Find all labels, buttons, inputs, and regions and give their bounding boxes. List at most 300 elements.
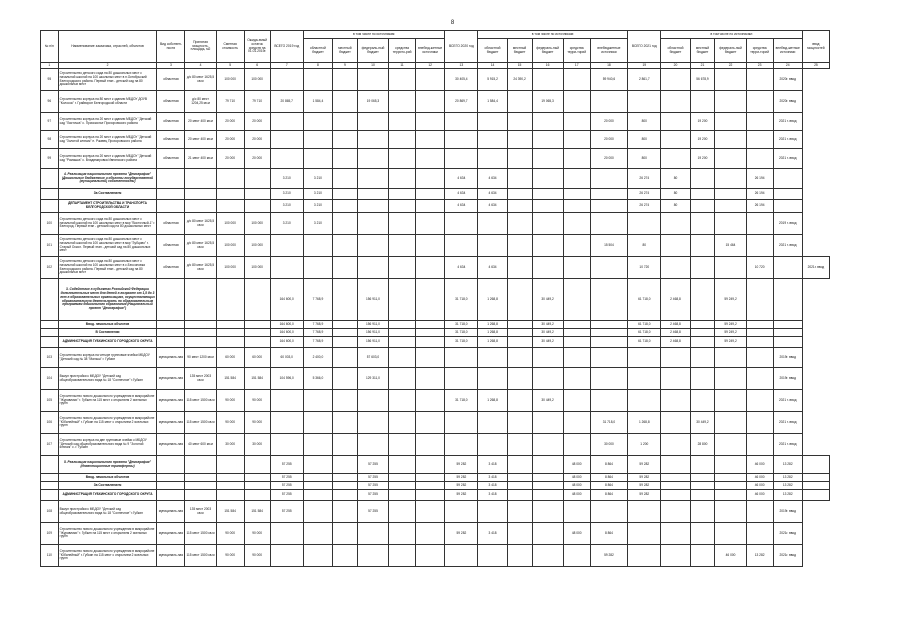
column-number: 20 [661,63,690,69]
value-cell [216,279,244,321]
value-cell: 800 [628,149,661,169]
value-cell [563,321,590,329]
value-cell [185,169,216,189]
value-cell: 57 255 [357,456,388,474]
value-cell [507,412,532,434]
value-cell [507,523,532,545]
value-cell [357,390,388,412]
value-cell [746,337,773,348]
value-cell [416,337,445,348]
value-cell: 2020г. ввод [773,69,802,91]
header-source: федераль-ный бюджет [357,39,388,63]
value-cell [690,213,715,235]
value-cell: 90 000 [244,523,270,545]
value-cell [389,279,416,321]
object-name-cell: ДЕПАРТАМЕНТ СТРОИТЕЛЬСТВА И ТРАНСПОРТА БЕЛГОРОДСКОЙ ОБЛАСТИ [58,200,157,213]
value-cell: 60 003,0 [270,348,303,368]
value-cell [389,501,416,523]
value-cell [357,113,388,131]
value-cell: 48 000 [563,474,590,482]
value-cell [507,321,532,329]
value-cell: 2 468,8 [661,337,690,348]
value-cell: 21 мест 400 кв.м [185,149,216,169]
value-cell [746,412,773,434]
header-total-2019: ВСЕГО 2019 год [270,31,303,63]
value-cell: 48 000 [563,482,590,490]
value-cell [303,257,332,279]
value-cell [332,149,357,169]
value-cell [532,474,563,482]
value-cell: 164 600,0 [270,321,303,329]
value-cell [507,390,532,412]
value-cell [157,189,185,200]
value-cell: муниципаль-ная [157,545,185,567]
value-cell [478,412,507,434]
value-cell: 61 718,0 [628,337,661,348]
value-cell: 46 000 [746,474,773,482]
value-cell: 59 940,6 [590,69,627,91]
object-name-cell: 3. Содействие в субъектах Российской Федерации дополнительных мест для детей в возрасте от 1,5 до 3 лет в образовательных организациях, осуществляющих образовательную деятельность по образовательным программам дошкольного образования (Национальный проект "Демография") [58,279,157,321]
value-cell [478,545,507,567]
column-number: 23 [746,63,773,69]
value-cell [357,189,388,200]
value-cell [690,482,715,490]
value-cell: 28 800 [690,434,715,456]
value-cell [332,523,357,545]
object-name-cell: Строительство корпуса на 20 мест к зданию МБДОУ "Детский сад "Ласточка" с. Приосколье Прохоровского района [58,113,157,131]
value-cell: 30 405,4 [445,69,478,91]
object-name-cell: Выкуп пристройки к МБДОУ "Детский сад общеобразовательного вида № 18 "Солнечное" г.Губкин [58,368,157,390]
value-cell: 31 718,0 [590,412,627,434]
value-cell [507,482,532,490]
value-cell [661,474,690,482]
value-cell [357,69,388,91]
value-cell [661,482,690,490]
value-cell: 3 418 [478,474,507,482]
value-cell: д/с 80 мест 1625,5 кв.м [185,213,216,235]
value-cell [802,456,829,474]
value-cell: 1 268,8 [478,337,507,348]
value-cell [690,490,715,501]
header-source: федераль-ный бюджет [532,39,563,63]
column-number: 4 [185,63,216,69]
value-cell [303,390,332,412]
value-cell [185,337,216,348]
value-cell: 3 210 [270,189,303,200]
value-cell [661,348,690,368]
investment-program-table [40,30,830,567]
value-cell [332,321,357,329]
row-number-cell [41,279,59,321]
value-cell: 57 603,0 [357,348,388,368]
column-number: 11 [389,63,416,69]
value-cell: 2 861,7 [628,69,661,91]
value-cell: 13 282 [773,490,802,501]
value-cell [332,501,357,523]
value-cell [715,501,746,523]
table-row [41,545,830,567]
value-cell [746,348,773,368]
value-cell [157,321,185,329]
value-cell: 13 282 [746,545,773,567]
value-cell [661,69,690,91]
value-cell: 2019г. ввод [773,348,802,368]
value-cell [244,329,270,337]
header-source: местный бюджет [507,39,532,63]
value-cell [590,321,627,329]
value-cell [661,490,690,501]
value-cell: 151 584 [216,501,244,523]
value-cell: 20 000 [590,113,627,131]
value-cell [416,523,445,545]
header-source: средства террито-рий [389,39,416,63]
value-cell: 2 468,8 [661,321,690,329]
value-cell [332,91,357,113]
value-cell: 24 390,2 [507,69,532,91]
value-cell [563,329,590,337]
value-cell [416,189,445,200]
row-number-cell: 109 [41,523,59,545]
object-name-cell: Строительство нового дошкольного учреждения в микрорайоне "Журавлики" г. Губкин на 115 мест с открытием 2 ясельных групп [58,390,157,412]
column-number: 2 [58,63,157,69]
value-cell [270,69,303,91]
value-cell [773,321,802,329]
value-cell [332,337,357,348]
value-cell [332,69,357,91]
value-cell: 2021г. ввод [773,523,802,545]
value-cell [270,412,303,434]
object-name-cell: За Составлением [58,482,157,490]
value-cell: 7 768,9 [303,329,332,337]
value-cell [563,69,590,91]
value-cell [357,131,388,149]
value-cell [389,434,416,456]
header-source: областной бюджет [303,39,332,63]
object-name-cell: За Составлением [58,189,157,200]
value-cell [416,348,445,368]
value-cell [690,235,715,257]
value-cell [357,523,388,545]
row-number-cell: 97 [41,113,59,131]
value-cell: 57 255 [357,474,388,482]
value-cell: 90 000 [244,412,270,434]
value-cell [746,329,773,337]
value-cell [507,368,532,390]
value-cell [445,113,478,131]
value-cell [332,235,357,257]
value-cell [507,113,532,131]
value-cell [563,113,590,131]
value-cell: 2020г. ввод [773,91,802,113]
value-cell [746,321,773,329]
value-cell: 115 мест 1500 кв.м [185,412,216,434]
table-row [41,434,830,456]
value-cell: областная [157,235,185,257]
value-cell [216,329,244,337]
row-number-cell: 98 [41,131,59,149]
value-cell [389,368,416,390]
value-cell: областная [157,213,185,235]
value-cell [416,456,445,474]
header-source: внебюджетные источники [590,39,627,63]
value-cell [661,113,690,131]
value-cell: муниципаль-ная [157,368,185,390]
value-cell: 59 249,2 [715,321,746,329]
subtotal-row [41,200,830,213]
value-cell [661,501,690,523]
value-cell [532,69,563,91]
column-number: 22 [715,63,746,69]
value-cell [661,523,690,545]
value-cell [357,169,388,189]
value-cell [715,490,746,501]
value-cell [303,490,332,501]
table-row [41,113,830,131]
value-cell [389,257,416,279]
object-name-cell: Строительство нового дошкольного учреждения в микрорайоне "Юбилейный" г. Губкин на 115 мест с открытием 2 ясельных групп [58,545,157,567]
value-cell: 59 282 [628,482,661,490]
value-cell: 4 634 [445,257,478,279]
row-number-cell: 108 [41,501,59,523]
value-cell [357,149,388,169]
row-number-cell: 107 [41,434,59,456]
value-cell [690,474,715,482]
value-cell: 20 000 [216,113,244,131]
column-number: 1 [41,63,59,69]
value-cell: 59 249,2 [715,329,746,337]
value-cell: 104 596,0 [270,368,303,390]
value-cell: 31 718,0 [445,337,478,348]
value-cell [416,149,445,169]
value-cell [389,329,416,337]
value-cell [416,131,445,149]
value-cell: 3 418 [478,490,507,501]
value-cell [532,169,563,189]
value-cell [185,490,216,501]
table-row [41,69,830,91]
value-cell: 4 634 [478,257,507,279]
value-cell [532,434,563,456]
value-cell [563,189,590,200]
value-cell: 26 274 [628,189,661,200]
value-cell: 26 194 [746,189,773,200]
value-cell [532,545,563,567]
value-cell [303,113,332,131]
value-cell [507,329,532,337]
value-cell [628,348,661,368]
header-source: областной бюджет [661,39,690,63]
value-cell: 1 268,8 [478,321,507,329]
value-cell [445,434,478,456]
value-cell [303,474,332,482]
value-cell [532,501,563,523]
table-row [41,213,830,235]
value-cell: муниципаль-ная [157,434,185,456]
value-cell [416,482,445,490]
value-cell: 20 000 [590,131,627,149]
value-cell: 57 255 [357,490,388,501]
value-cell: 8 864 [590,490,627,501]
value-cell: 30 449,2 [690,412,715,434]
value-cell [532,257,563,279]
value-cell [746,213,773,235]
row-number-cell: 104 [41,368,59,390]
section-row [41,279,830,321]
value-cell: 60 000 [216,348,244,368]
value-cell: 2019г. ввод [773,368,802,390]
value-cell [303,69,332,91]
value-cell [244,490,270,501]
column-number: 17 [563,63,590,69]
value-cell: 40 мест 600 кв.м [185,434,216,456]
value-cell: областная [157,91,185,113]
object-name-cell: Строительство корпуса на 20 мест к зданию МБДОУ "Детский сад "Ромашка" с. Владимировка Ивнянского района [58,149,157,169]
value-cell [507,279,532,321]
value-cell [216,490,244,501]
value-cell [332,213,357,235]
object-name-cell: Строительство корпуса на 80 мест к зданию МБДОУ ДОУВ "Колосок" г. Грайворон Белгородской области [58,91,157,113]
value-cell [563,412,590,434]
column-number: 8 [303,63,332,69]
value-cell [332,329,357,337]
object-name-cell: Строительство нового дошкольного учреждения в микрорайоне "Юбилейный" г. Губкин на 115 мест с открытием 2 ясельных групп [58,412,157,434]
object-name-cell: Строительство нового дошкольного учреждения в микрорайоне "Журавлики" г. Губкин на 115 мест с открытием 2 ясельных групп [58,523,157,545]
value-cell: 100 000 [244,257,270,279]
value-cell [590,390,627,412]
value-cell: 30 449,2 [532,337,563,348]
column-number: 19 [628,63,661,69]
value-cell: 1 268,8 [478,279,507,321]
value-cell: 8 864 [590,482,627,490]
value-cell [746,434,773,456]
value-cell: 2021 г. ввод [773,412,802,434]
value-cell [507,257,532,279]
value-cell: 80 [661,169,690,189]
value-cell: областная [157,69,185,91]
value-cell: 57 255 [270,490,303,501]
value-cell [416,213,445,235]
value-cell: 151 584 [244,368,270,390]
value-cell [507,91,532,113]
value-cell: 151 584 [216,368,244,390]
value-cell [532,131,563,149]
value-cell [715,213,746,235]
table-row [41,348,830,368]
value-cell [478,113,507,131]
value-cell [270,149,303,169]
header-num: № п/п [41,31,59,63]
column-number: 15 [507,63,532,69]
value-cell: 30 449,2 [532,321,563,329]
value-cell [507,337,532,348]
value-cell [303,545,332,567]
value-cell: 3 418 [478,523,507,545]
value-cell [746,149,773,169]
row-number-cell: 106 [41,412,59,434]
value-cell [690,390,715,412]
value-cell [563,235,590,257]
column-number: 6 [244,63,270,69]
value-cell [507,348,532,368]
value-cell [478,149,507,169]
header-total-2021: ВСЕГО 2021 год [628,31,661,63]
header-source: средства терри-торий [563,39,590,63]
row-number-cell [41,321,59,329]
value-cell [303,523,332,545]
value-cell [507,545,532,567]
value-cell: 46 000 [746,490,773,501]
column-number: 5 [216,63,244,69]
value-cell: д/с 80 мест 1625,5 кв.м [185,235,216,257]
table-row [41,149,830,169]
value-cell [507,474,532,482]
subtotal-row [41,482,830,490]
value-cell [157,456,185,474]
value-cell [661,456,690,474]
section-row [41,456,830,474]
value-cell [270,131,303,149]
value-cell: 129 311,0 [357,368,388,390]
value-cell [532,200,563,213]
value-cell [216,321,244,329]
value-cell: 2021 г. ввод [773,434,802,456]
value-cell [270,257,303,279]
value-cell [389,200,416,213]
value-cell: 2 468,8 [661,329,690,337]
value-cell: 48 000 [563,523,590,545]
value-cell: 30 000 [590,434,627,456]
value-cell [303,456,332,474]
value-cell [478,213,507,235]
value-cell [715,456,746,474]
value-cell [563,131,590,149]
value-cell [332,257,357,279]
value-cell [590,257,627,279]
value-cell: 59 282 [445,523,478,545]
value-cell [270,390,303,412]
value-cell [332,113,357,131]
table-row [41,257,830,279]
value-cell: 20 мест 400 кв.м [185,113,216,131]
value-cell [445,545,478,567]
value-cell [416,390,445,412]
object-name-cell: АДМИНИСТРАЦИЯ ГУБКИНСКОГО ГОРОДСКОГО ОКРУГА [58,337,157,348]
value-cell [773,169,802,189]
column-number: 7 [270,63,303,69]
value-cell [478,235,507,257]
value-cell [715,257,746,279]
value-cell [690,279,715,321]
object-name-cell: 5. Реализация национального проекта "Демография" (Инвестиционные трансферты) [58,456,157,474]
header-commission: ввод мощностей [802,31,829,63]
value-cell: 90 000 [216,545,244,567]
value-cell [332,490,357,501]
value-cell: 100 000 [244,213,270,235]
value-cell: 8 864 [590,474,627,482]
object-name-cell: Строительство детского сада на 80 дошкольных мест с начальной школой на 100 школьных мест в п.Октябрьский Белгородского района. Первый этап - детский сад на 80 дошкольных мест [58,69,157,91]
value-cell [746,523,773,545]
value-cell: 3 210 [270,200,303,213]
subtotal-row [41,337,830,348]
value-cell [690,337,715,348]
value-cell: 48 000 [563,456,590,474]
value-cell [445,368,478,390]
value-cell [715,474,746,482]
value-cell: 59 249,2 [715,279,746,321]
value-cell [445,235,478,257]
header-total-2020: ВСЕГО 2020 год [445,31,478,63]
value-cell [389,149,416,169]
